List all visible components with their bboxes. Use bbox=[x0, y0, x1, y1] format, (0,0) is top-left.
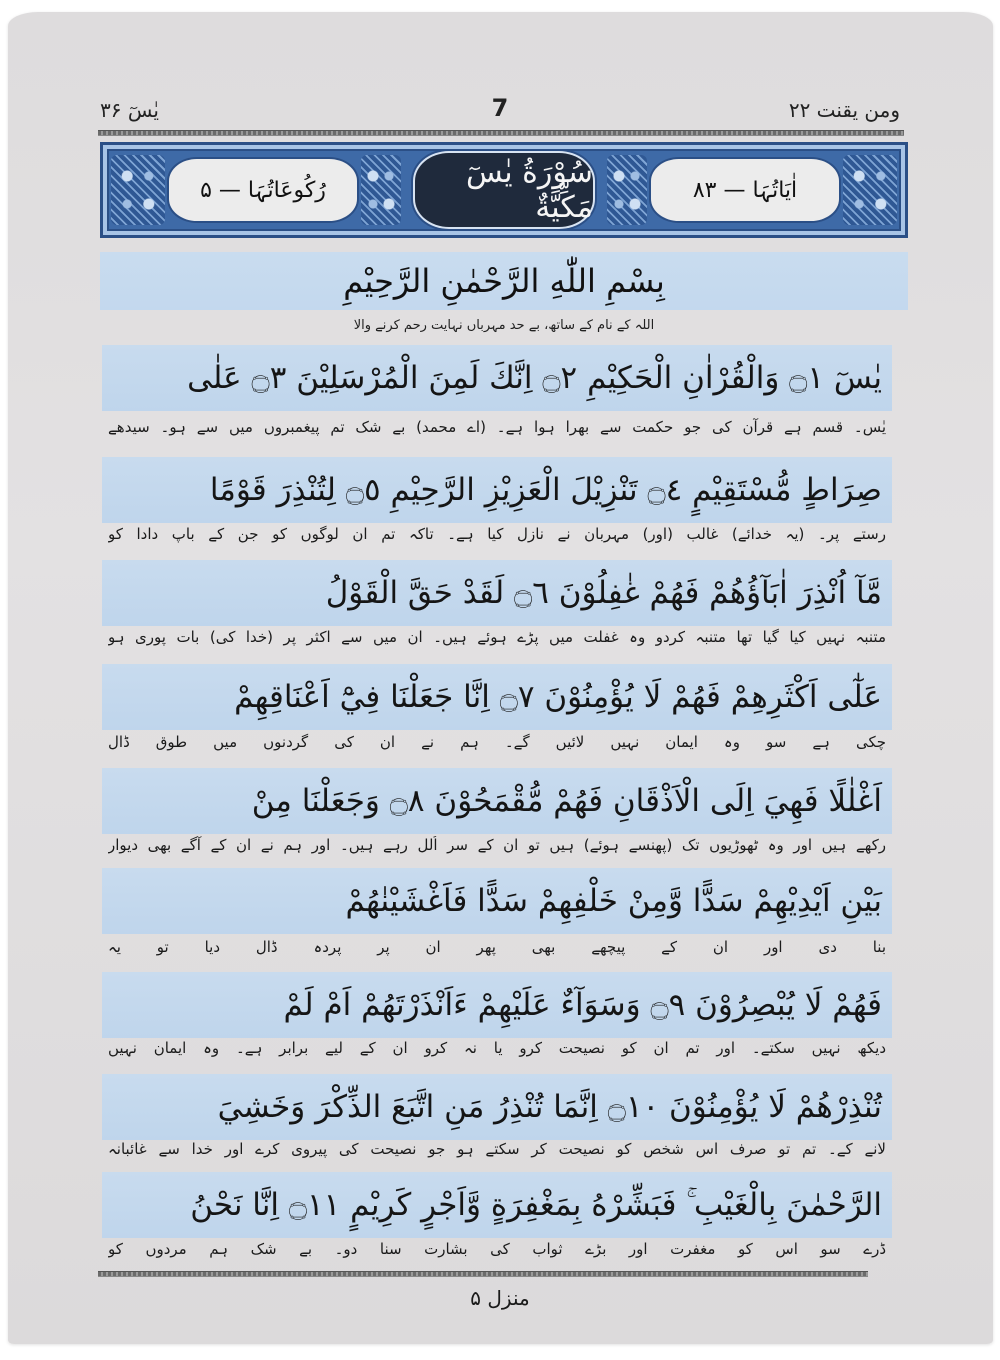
translation-line: متنبہ نہیں کیا گیا تھا متنبہ کردو وہ غفلت میں پڑے ہوئے ہیں۔ ان میں سے اکثر پر (خدا کی) بات پوری ہو bbox=[108, 628, 886, 646]
verse-line: اَغْلٰلًا فَهِيَ اِلَى الْاَذْقَانِ فَهُمْ مُّقْمَحُوْنَ ۝٨ وَجَعَلْنَا مِنْ bbox=[102, 768, 892, 834]
footer-rule bbox=[98, 1271, 868, 1277]
verse-line: صِرَاطٍ مُّسْتَقِيْمٍ ۝٤ تَنْزِيْلَ الْعَزِيْزِ الرَّحِيْمِ ۝٥ لِتُنْذِرَ قَوْمًا bbox=[102, 457, 892, 523]
translation-line: بنا دی اور ان کے پیچھے بھی پھر ان پر پردہ ڈال دیا تو یہ bbox=[108, 938, 886, 956]
verse-line: مَّآ اُنْذِرَ اٰبَآؤُهُمْ فَهُمْ غٰفِلُوْنَ ۝٦ لَقَدْ حَقَّ الْقَوْلُ bbox=[102, 560, 892, 626]
surah-reference: یٰسٓ ۳۶ bbox=[100, 98, 159, 122]
verse-line: فَهُمْ لَا يُبْصِرُوْنَ ۝٩ وَسَوَآءٌ عَلَيْهِمْ ءَاَنْذَرْتَهُمْ اَمْ لَمْ bbox=[102, 972, 892, 1038]
translation-line: رکھے ہیں اور وہ ٹھوڑیوں تک (پھنسے ہوئے) ہیں تو ان کے سر اُلل رہے ہیں۔ اور ہم نے ان کے آگے بھی دیوار bbox=[108, 836, 886, 854]
juz-label: ومن یقنت ۲۲ bbox=[788, 98, 900, 122]
verse-line: بَيْنِ اَيْدِيْهِمْ سَدًّا وَّمِنْ خَلْفِهِمْ سَدًّا فَاَغْشَيْنٰهُمْ bbox=[102, 868, 892, 934]
page-number: 7 bbox=[491, 94, 509, 122]
manzil-label: منزل ۵ bbox=[470, 1286, 530, 1310]
translation-line: چکی ہے سو وہ ایمان نہیں لائیں گے۔ ہم نے ان کی گردنوں میں طوق ڈال bbox=[108, 733, 886, 751]
translation-line: دیکھ نہیں سکتے۔ اور تم ان کو نصیحت کرو یا نہ کرو ان کے لیے برابر ہے۔ وہ ایمان نہیں bbox=[108, 1039, 886, 1057]
surah-title: سُوْرَةُ يٰسٓ مَكِّيَّةٌ bbox=[415, 153, 593, 227]
verse-line: تُنْذِرْهُمْ لَا يُؤْمِنُوْنَ ۝١٠ اِنَّمَا تُنْذِرُ مَنِ اتَّبَعَ الذِّكْرَ وَخَشِيَ bbox=[102, 1074, 892, 1140]
translation-line: لانے کے۔ تم تو صرف اس شخص کو نصیحت کر سکتے ہو جو نصیحت کی پیروی کرے اور خدا سے غائبانہ bbox=[108, 1140, 886, 1158]
verse-line: عَلٰٓى اَكْثَرِهِمْ فَهُمْ لَا يُؤْمِنُوْنَ ۝٧ اِنَّا جَعَلْنَا فِيْٓ اَعْنَاقِهِمْ bbox=[102, 664, 892, 730]
translation-line: رستے پر۔ (یہ خدائے) غالب (اور) مہربان نے نازل کیا ہے۔ تاکہ تم ان لوگوں کو جن کے باپ دادا کو bbox=[108, 525, 886, 543]
translation-line: یٰس۔ قسم ہے قرآن کی جو حکمت سے بھرا ہوا ہے۔ (اے محمد) بے شک تم پیغمبروں میں سے ہو۔ سیدھے bbox=[108, 418, 886, 436]
translation-line: ڈرے سو اس کو مغفرت اور بڑے ثواب کی بشارت سنا دو۔ بے شک ہم مردوں کو bbox=[108, 1240, 886, 1258]
verse-line: يٰسٓ ۝١ وَالْقُرْاٰنِ الْحَكِيْمِ ۝٢ اِنَّكَ لَمِنَ الْمُرْسَلِيْنَ ۝٣ عَلٰى bbox=[102, 345, 892, 411]
ruku-count: رُکُوعَاتُہَا — ۵ bbox=[169, 159, 357, 221]
bismillah: بِسْمِ اللّٰهِ الرَّحْمٰنِ الرَّحِيْمِ bbox=[100, 252, 908, 310]
ayat-count: اٰیَاتُہَا — ۸۳ bbox=[651, 159, 839, 221]
bismillah-translation: اللہ کے نام کے ساتھ، بے حد مہرباں نہایت رحم کرنے والا bbox=[353, 318, 655, 333]
verse-line: الرَّحْمٰنَ بِالْغَيْبِ ۚ فَبَشِّرْهُ بِمَغْفِرَةٍ وَّاَجْرٍ كَرِيْمٍ ۝١١ اِنَّا نَحْنُ bbox=[102, 1172, 892, 1238]
